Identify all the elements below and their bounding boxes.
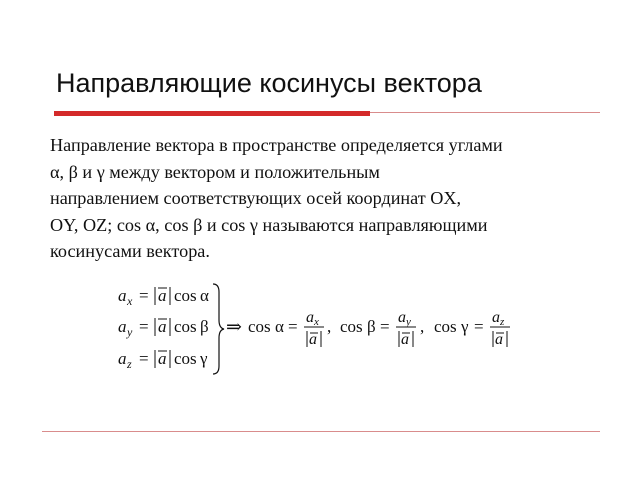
paragraph-line: α, β и γ между вектором и положительным bbox=[50, 161, 380, 182]
ratio-numerator: a bbox=[306, 309, 314, 326]
formula-equals: = bbox=[139, 317, 149, 336]
ratio-func: cos bbox=[248, 317, 271, 336]
ratio-angle: α bbox=[275, 317, 284, 336]
ratio-numerator-sub: z bbox=[500, 316, 505, 328]
ratio-equals: = bbox=[380, 317, 390, 336]
formula-func: cos bbox=[174, 317, 197, 336]
formula-lhs-sub: y bbox=[127, 325, 133, 339]
ratio-alpha bbox=[248, 309, 331, 348]
formula-svg bbox=[112, 280, 532, 380]
ratio-denominator: a bbox=[495, 331, 503, 348]
formula-func: cos bbox=[174, 349, 197, 368]
ratio-numerator-sub: x bbox=[314, 316, 319, 328]
ratio-denominator: a bbox=[401, 331, 409, 348]
formula-angle: β bbox=[200, 317, 209, 336]
paragraph-line: OY, OZ; cos α, cos β и cos γ называются направляющими bbox=[50, 214, 488, 235]
implies-arrow: ⇒ bbox=[226, 317, 242, 338]
formula-row-y bbox=[118, 317, 209, 339]
formula-equals: = bbox=[139, 349, 149, 368]
formula-angle: α bbox=[200, 286, 209, 305]
formula-row-z bbox=[118, 349, 208, 371]
formula-lhs: a bbox=[118, 349, 127, 368]
ratio-numerator: a bbox=[492, 309, 500, 326]
ratio-numerator: a bbox=[398, 309, 406, 326]
ratio-equals: = bbox=[288, 317, 298, 336]
ratio-separator: , bbox=[327, 317, 332, 336]
right-brace bbox=[213, 284, 224, 374]
ratio-beta bbox=[340, 309, 424, 348]
formula-lhs: a bbox=[118, 286, 127, 305]
formula-func: cos bbox=[174, 286, 197, 305]
formula-equals: = bbox=[139, 286, 149, 305]
ratio-separator: , bbox=[420, 317, 425, 336]
formula-vector: a bbox=[158, 349, 167, 368]
ratio-func: cos bbox=[434, 317, 457, 336]
formula-vector: a bbox=[158, 317, 167, 336]
ratio-denominator: a bbox=[309, 331, 317, 348]
ratio-gamma bbox=[434, 309, 510, 348]
ratio-func: cos bbox=[340, 317, 363, 336]
slide-title: Направляющие косинусы вектора bbox=[56, 68, 482, 98]
formula-row-x bbox=[118, 286, 209, 308]
title-underline-thin bbox=[370, 112, 600, 113]
paragraph-line: Направление вектора в пространстве определяется углами bbox=[50, 135, 503, 155]
formula-lhs-sub: z bbox=[127, 357, 132, 371]
ratio-equals: = bbox=[474, 317, 484, 336]
ratio-angle: γ bbox=[461, 317, 469, 336]
formula-block bbox=[112, 280, 532, 380]
formula-lhs-sub: x bbox=[127, 294, 133, 308]
ratio-numerator-sub: y bbox=[406, 316, 411, 328]
paragraph-line: направлением соответствующих осей координат OX, bbox=[50, 188, 462, 208]
formula-angle: γ bbox=[200, 349, 208, 368]
paragraph-line: косинусами вектора. bbox=[50, 241, 210, 261]
title-underline-accent bbox=[54, 111, 370, 116]
bottom-rule bbox=[42, 431, 600, 432]
formula-lhs: a bbox=[118, 317, 127, 336]
paragraph bbox=[50, 132, 610, 265]
ratio-angle: β bbox=[367, 317, 376, 336]
formula-vector: a bbox=[158, 286, 167, 305]
